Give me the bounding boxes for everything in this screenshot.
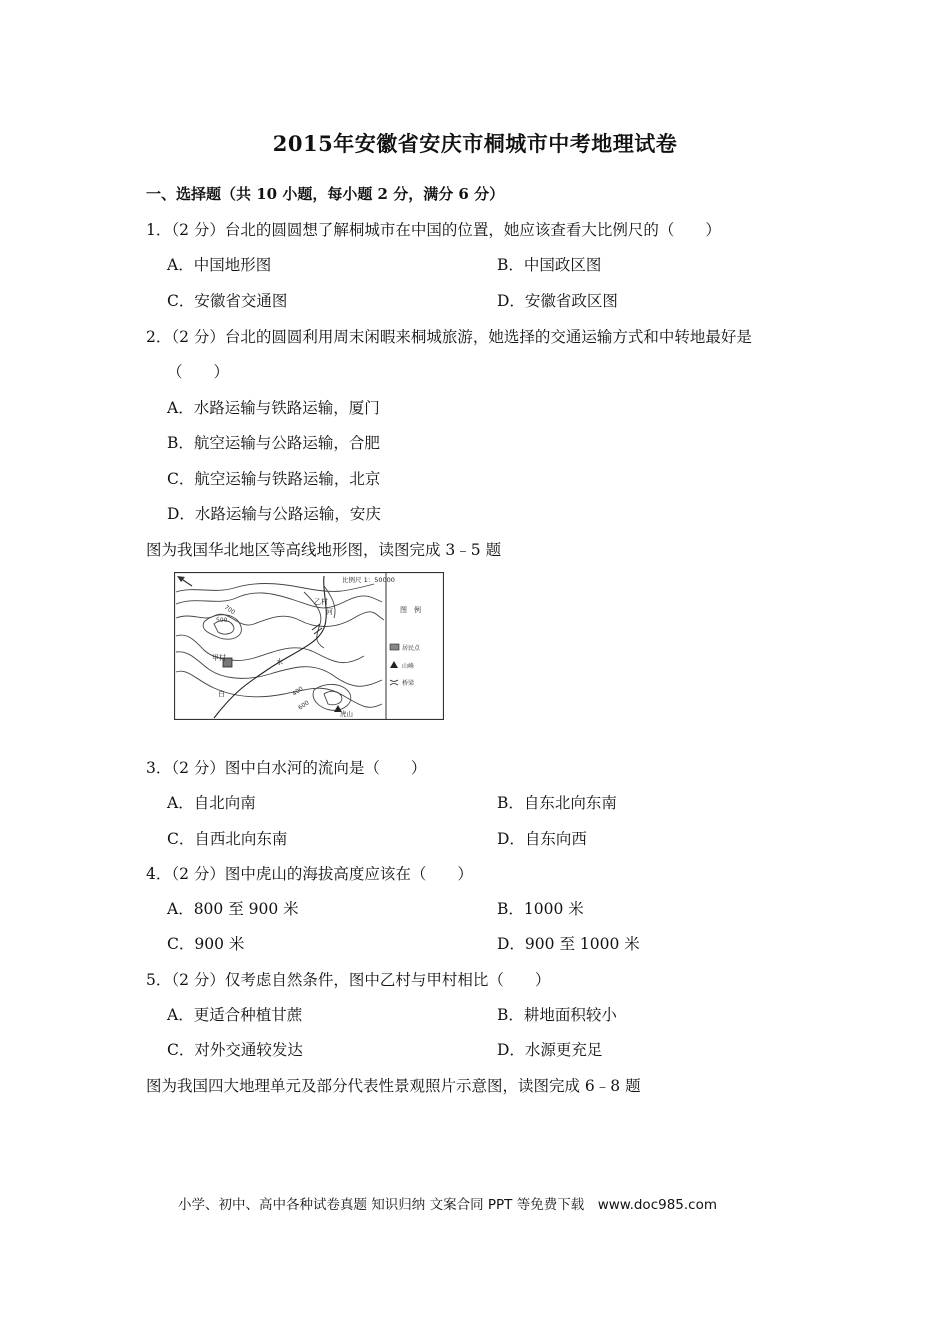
question-5-option-d[interactable]: D．水源更充足	[497, 1041, 603, 1059]
label-village-a: 甲村	[212, 654, 226, 662]
legend-item-peak: 山峰	[402, 663, 415, 670]
question-2-option-d[interactable]: D．水路运输与公路运输，安庆	[167, 505, 381, 523]
question-2-option-b[interactable]: B．航空运输与公路运输，合肥	[167, 434, 380, 452]
label-contour-700: 700	[222, 603, 237, 617]
label-village-b: 乙村	[314, 598, 328, 606]
contour-map	[174, 572, 444, 720]
label-contour-600: 600	[297, 699, 311, 712]
question-2-option-a[interactable]: A．水路运输与铁路运输，厦门	[167, 399, 380, 417]
question-3-option-c[interactable]: C．自西北向东南	[167, 830, 288, 848]
question-1-option-c[interactable]: C．安徽省交通图	[167, 292, 288, 310]
label-river-2: 水	[276, 658, 283, 666]
question-3-stem: 3．（2 分）图中白水河的流向是（ ）	[146, 759, 427, 777]
photo-intro: 图为我国四大地理单元及部分代表性景观照片示意图，读图完成 6﹣8 题	[146, 1077, 641, 1095]
legend-title: 图 例	[400, 606, 421, 614]
page-footer: 小学、初中、高中各种试卷真题 知识归纳 文案合同 PPT 等免费下载 www.doc985.com	[178, 1197, 718, 1213]
question-4-option-d[interactable]: D．900 至 1000 米	[497, 935, 640, 953]
map-scale: 比例尺 1：50000	[342, 576, 395, 584]
legend-settlement-icon	[390, 644, 399, 650]
question-3-option-a[interactable]: A．自北向南	[167, 794, 256, 812]
section-heading: 一、选择题（共 10 小题，每小题 2 分，满分 6 分）	[146, 185, 505, 203]
question-4-stem: 4．（2 分）图中虎山的海拔高度应该在（ ）	[146, 865, 473, 883]
question-4-option-c[interactable]: C．900 米	[167, 935, 245, 953]
question-1-option-b[interactable]: B．中国政区图	[497, 256, 602, 274]
label-contour-500: 500	[216, 617, 228, 624]
question-3-option-d[interactable]: D．自东向西	[497, 830, 587, 848]
question-2-option-c[interactable]: C．航空运输与铁路运输，北京	[167, 470, 381, 488]
question-1-option-a[interactable]: A．中国地形图	[167, 256, 272, 274]
question-5-stem: 5．（2 分）仅考虑自然条件，图中乙村与甲村相比（ ）	[146, 971, 551, 989]
legend-item-settlement: 居民点	[402, 645, 421, 652]
question-3-option-b[interactable]: B．自东北向东南	[497, 794, 617, 812]
question-2-stem: 2．（2 分）台北的圆圆利用周末闲暇来桐城旅游，她选择的交通运输方式和中转地最好是	[146, 328, 752, 346]
question-5-option-b[interactable]: B．耕地面积较小	[497, 1006, 617, 1024]
page-title: 2015年安徽省安庆市桐城市中考地理试卷	[272, 131, 678, 156]
question-2-stem-cont: （ ）	[167, 363, 230, 381]
question-5-option-c[interactable]: C．对外交通较发达	[167, 1041, 303, 1059]
label-river-3: 河	[326, 608, 333, 616]
label-river-1: 白	[218, 690, 225, 698]
map-intro: 图为我国华北地区等高线地形图，读图完成 3﹣5 题	[146, 541, 502, 559]
question-1-stem: 1．（2 分）台北的圆圆想了解桐城市在中国的位置，她应该查看大比例尺的（ ）	[146, 221, 721, 239]
question-5-option-a[interactable]: A．更适合种植甘蔗	[167, 1006, 303, 1024]
question-1-option-d[interactable]: D．安徽省政区图	[497, 292, 618, 310]
label-contour-400: 400	[291, 685, 305, 698]
question-4-option-b[interactable]: B．1000 米	[497, 900, 584, 918]
question-4-option-a[interactable]: A．800 至 900 米	[167, 900, 299, 918]
label-mountain: 虎山	[340, 710, 353, 718]
legend-item-bridge: 桥梁	[402, 680, 415, 687]
